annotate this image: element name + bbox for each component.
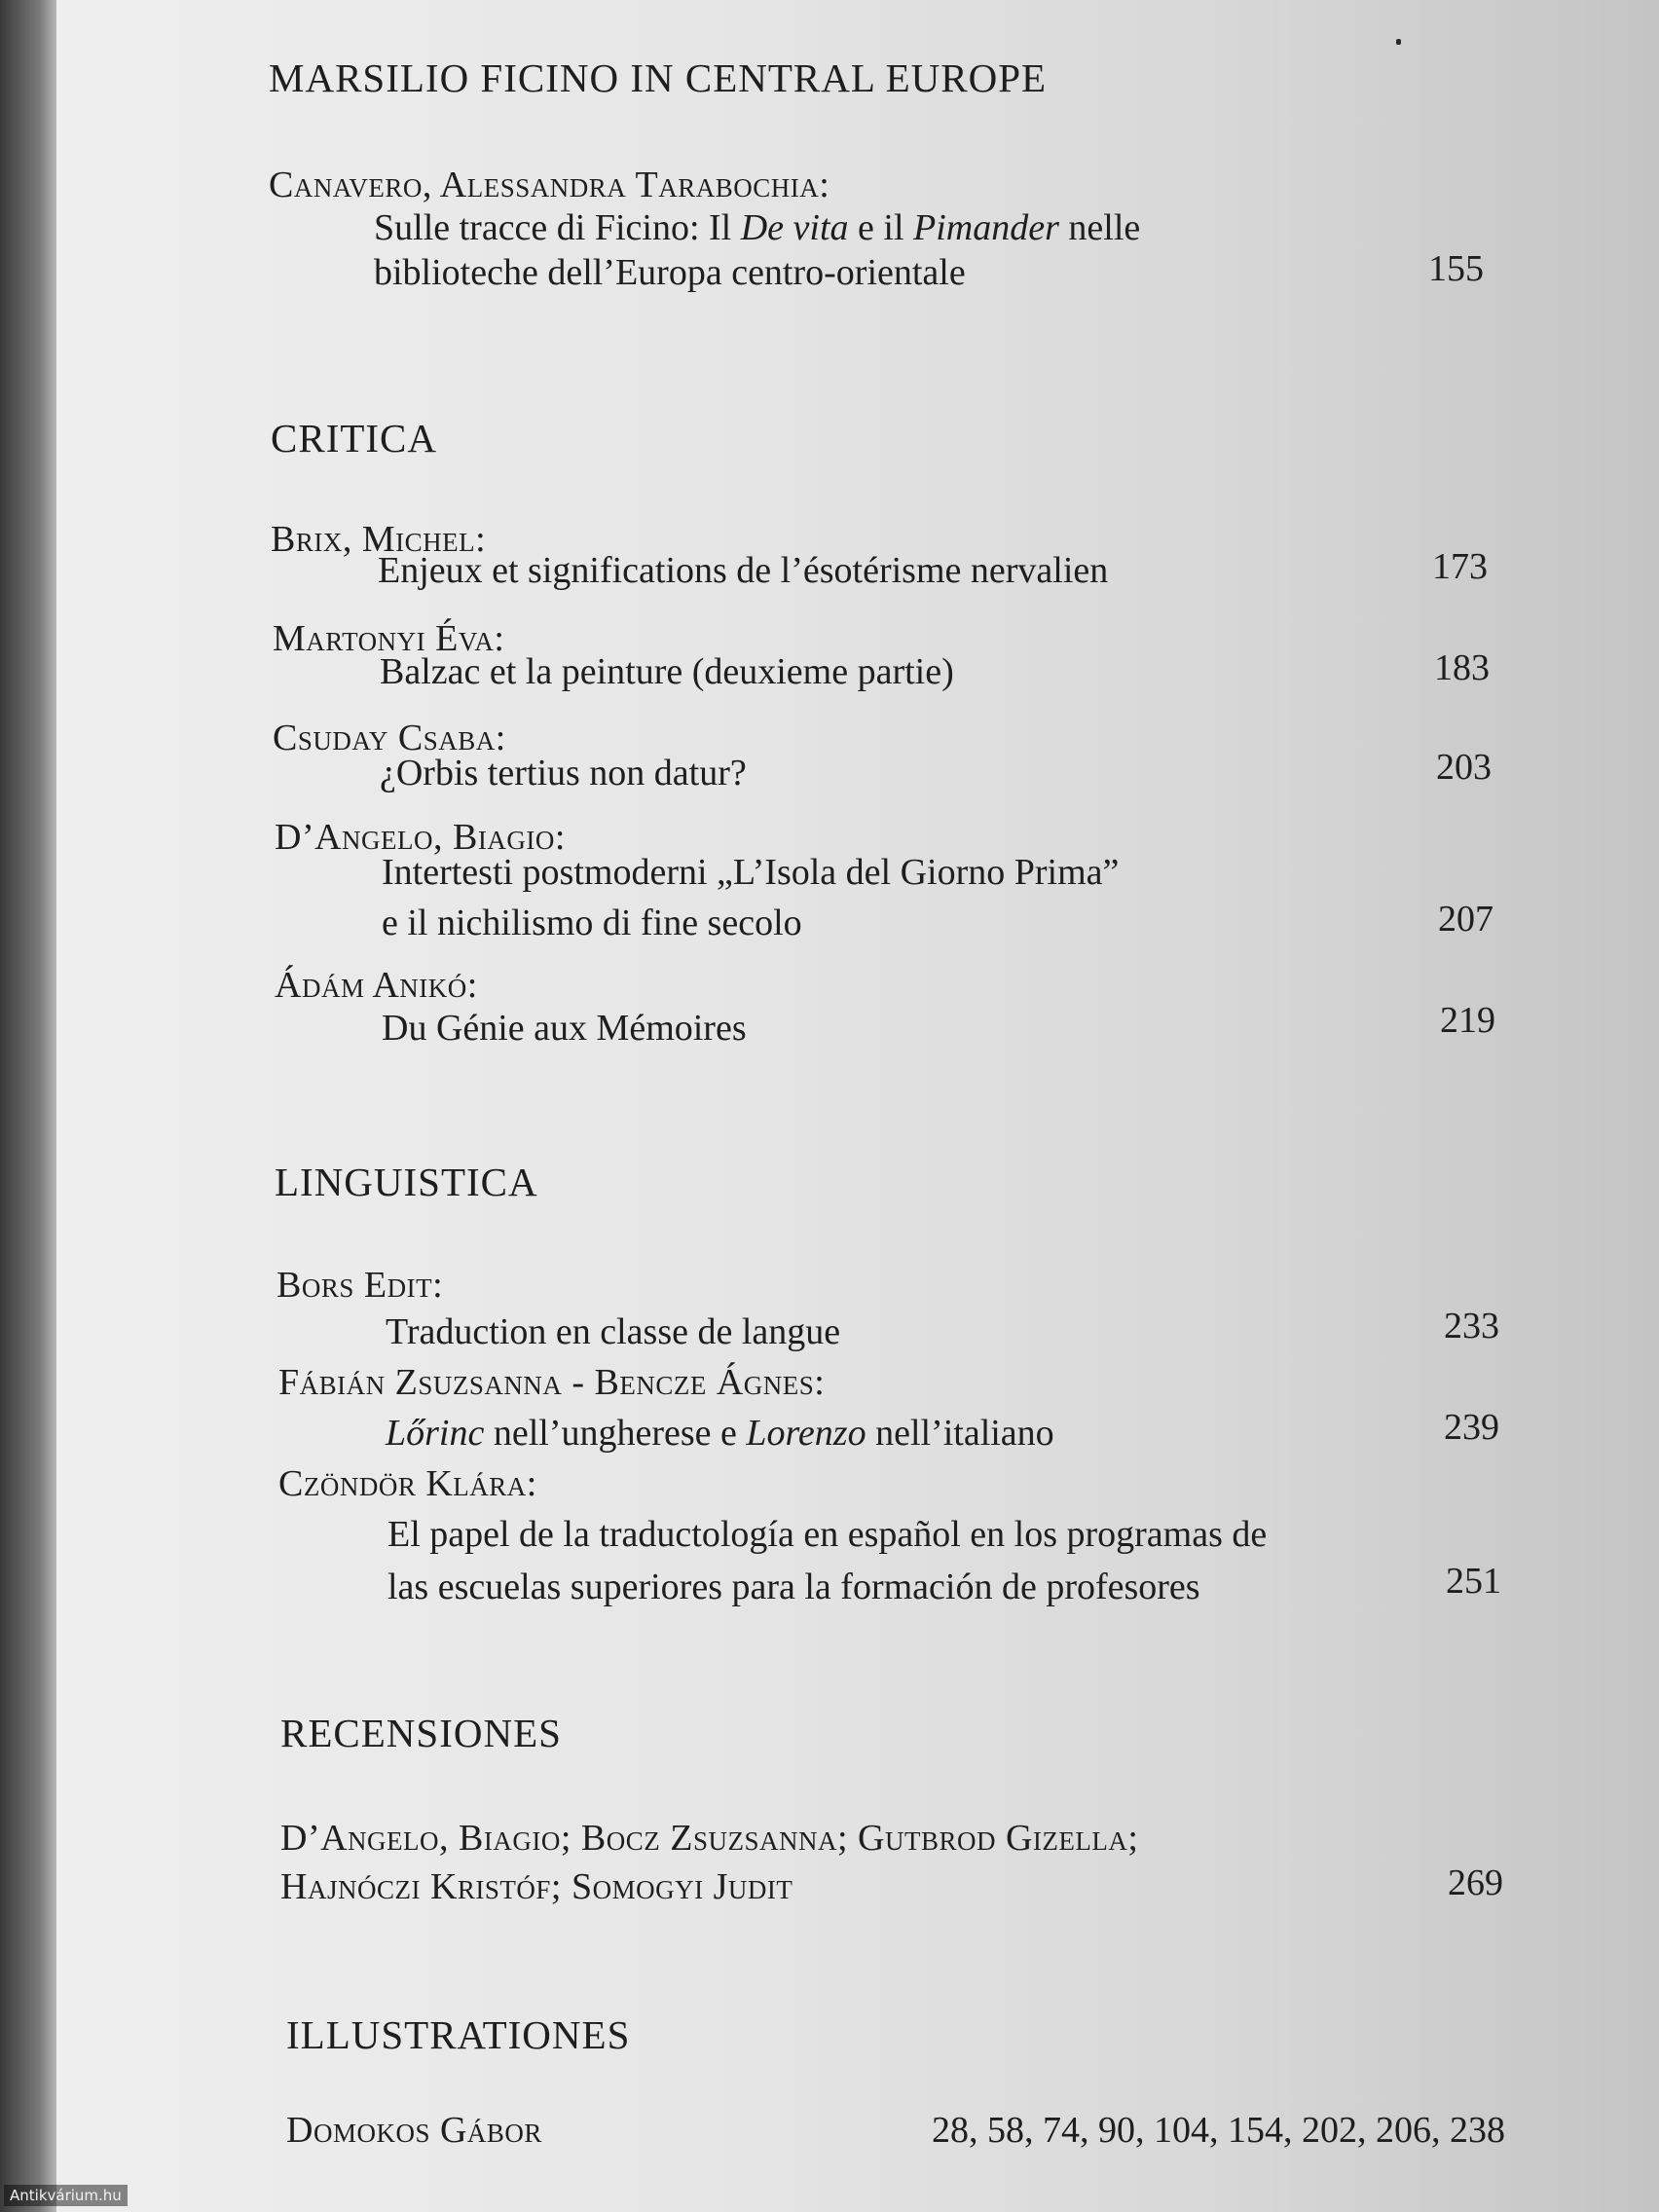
entry-author: D’Angelo, Biagio:: [275, 817, 566, 858]
ink-speck: [1396, 39, 1401, 45]
entry-author: Csuday Csaba:: [273, 718, 506, 758]
entry-title: ¿Orbis tertius non datur?: [380, 753, 747, 793]
entry-title: Enjeux et significations de l’ésotérisme nervalien: [378, 550, 1109, 591]
entry-title-continued: biblioteche dell’Europa centro-orientale: [374, 252, 966, 293]
reviewers-line-continued: Hajnóczi Kristóf; Somogyi Judit: [280, 1866, 793, 1907]
entry-author: Fábián Zsuzsanna - Bencze Ágnes:: [278, 1362, 826, 1403]
watermark-label: Antikvárium.hu: [4, 2185, 128, 2206]
page-number: 155: [1428, 248, 1484, 289]
page-number: 251: [1446, 1561, 1501, 1602]
page-number: 269: [1448, 1862, 1503, 1903]
entry-title: Intertesti postmoderni „L’Isola del Giorno Prima”: [382, 852, 1120, 893]
page-number: 233: [1444, 1306, 1499, 1346]
entry-author: Domokos Gábor: [286, 2110, 542, 2151]
entry-title: Balzac et la peinture (deuxieme partie): [380, 651, 954, 692]
page-number: 219: [1440, 1000, 1495, 1041]
section-heading-recensiones: RECENSIONES: [280, 1711, 562, 1755]
entry-author: Martonyi Éva:: [273, 618, 505, 659]
entry-author: Ádám Anikó:: [275, 965, 478, 1006]
entry-title: Sulle tracce di Ficino: Il De vita e il Pimander nelle: [374, 207, 1141, 248]
section-heading-illustrationes: ILLUSTRATIONES: [286, 2012, 631, 2057]
page-number: 207: [1438, 899, 1493, 940]
entry-title-continued: e il nichilismo di fine secolo: [382, 903, 802, 943]
entry-author: Czöndör Klára:: [278, 1463, 537, 1504]
entry-title: Du Génie aux Mémoires: [382, 1008, 747, 1049]
page-number: 173: [1432, 546, 1488, 587]
entry-title: Lőrinc nell’ungherese e Lorenzo nell’italiano: [386, 1413, 1054, 1454]
page-number: 239: [1444, 1407, 1499, 1448]
page-number: 203: [1436, 747, 1492, 788]
entry-author: Brix, Michel:: [271, 519, 487, 560]
entry-title: El papel de la traductología en español en los programas de: [387, 1514, 1268, 1555]
illustration-page-list: 28, 58, 74, 90, 104, 154, 202, 206, 238: [932, 2110, 1505, 2151]
entry-title-continued: las escuelas superiores para la formación de profesores: [387, 1567, 1200, 1607]
entry-title: Traduction en classe de langue: [386, 1311, 841, 1352]
section-heading-critica: CRITICA: [271, 416, 437, 461]
reviewers-line: D’Angelo, Biagio; Bocz Zsuzsanna; Gutbrod Gizella;: [280, 1818, 1139, 1859]
page-number: 183: [1434, 647, 1490, 688]
entry-author: Bors Edit:: [276, 1265, 444, 1306]
book-page: [56, 0, 1659, 2212]
entry-author: Canavero, Alessandra Tarabochia:: [269, 165, 830, 205]
section-heading-linguistica: LINGUISTICA: [275, 1160, 538, 1204]
book-binding: [0, 0, 56, 2212]
section-heading-ficino: MARSILIO FICINO IN CENTRAL EUROPE: [269, 55, 1048, 100]
